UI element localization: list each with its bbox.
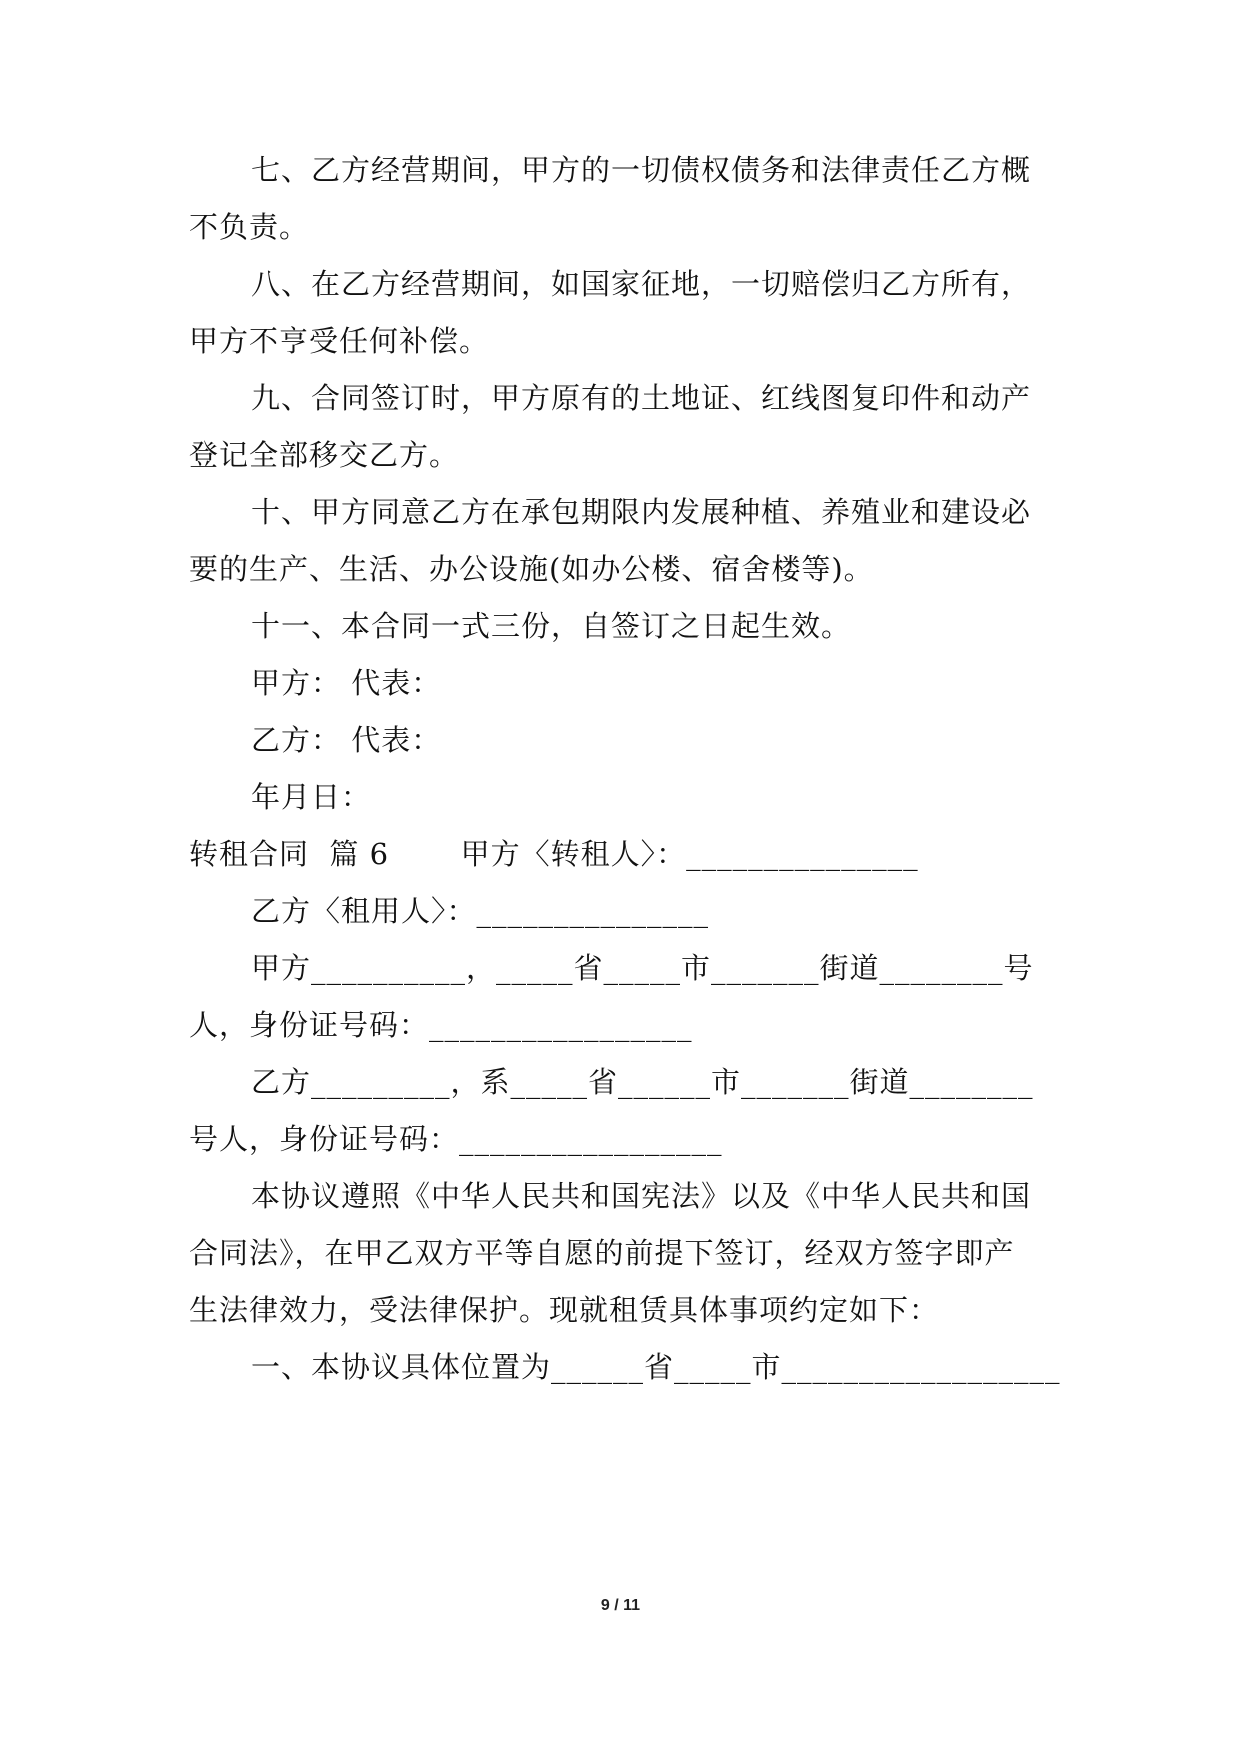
paragraph-line: 不负责。 [189,210,310,244]
paragraph-line: 十、甲方同意乙方在承包期限内发展种植、养殖业和建设必 [251,495,1032,529]
paragraph-line: 十一、本合同一式三份，自签订之日起生效。 [251,609,852,643]
paragraph-line: 乙方_________，系_____省______市_______街道________ [251,1065,1034,1099]
paragraph-line: 号人，身份证号码：_________________ [189,1122,723,1156]
paragraph-line: 本协议遵照《中华人民共和国宪法》以及《中华人民共和国 [251,1179,1032,1213]
page-number: 9 / 11 [600,1597,641,1614]
signature-line-party-a: 甲方： 代表： [251,666,442,700]
paragraph-line: 甲方不亨受任何补偿。 [189,324,490,358]
paragraph-line: 七、乙方经营期间，甲方的一切债权债务和法律责任乙方概 [251,153,1032,187]
paragraph-line: 登记全部移交乙方。 [189,438,460,472]
paragraph-line: 甲方__________，_____省_____市_______街道________号 [251,951,1034,985]
paragraph-line: 一、本协议具体位置为______省_____市__________________ [251,1350,1061,1384]
section-heading: 转租合同 篇 6 甲方〈转租人〉：_______________ [189,837,919,871]
paragraph-line: 生法律效力，受法律保护。现就租赁具体事项约定如下： [189,1293,940,1327]
paragraph-line: 人，身份证号码：_________________ [189,1008,693,1042]
paragraph-line: 乙方〈租用人〉：_______________ [251,894,710,928]
paragraph-line: 合同法》，在甲乙双方平等自愿的前提下签订，经双方签字即产 [189,1236,1015,1270]
paragraph-line: 八、在乙方经营期间，如国家征地，一切赔偿归乙方所有， [251,267,1032,301]
paragraph-line: 九、合同签订时，甲方原有的土地证、红线图复印件和动产 [251,381,1032,415]
signature-line-party-b: 乙方： 代表： [251,723,442,757]
paragraph-line: 要的生产、生活、办公设施(如办公楼、宿舍楼等)。 [189,552,874,586]
date-line: 年月日： [251,780,372,814]
